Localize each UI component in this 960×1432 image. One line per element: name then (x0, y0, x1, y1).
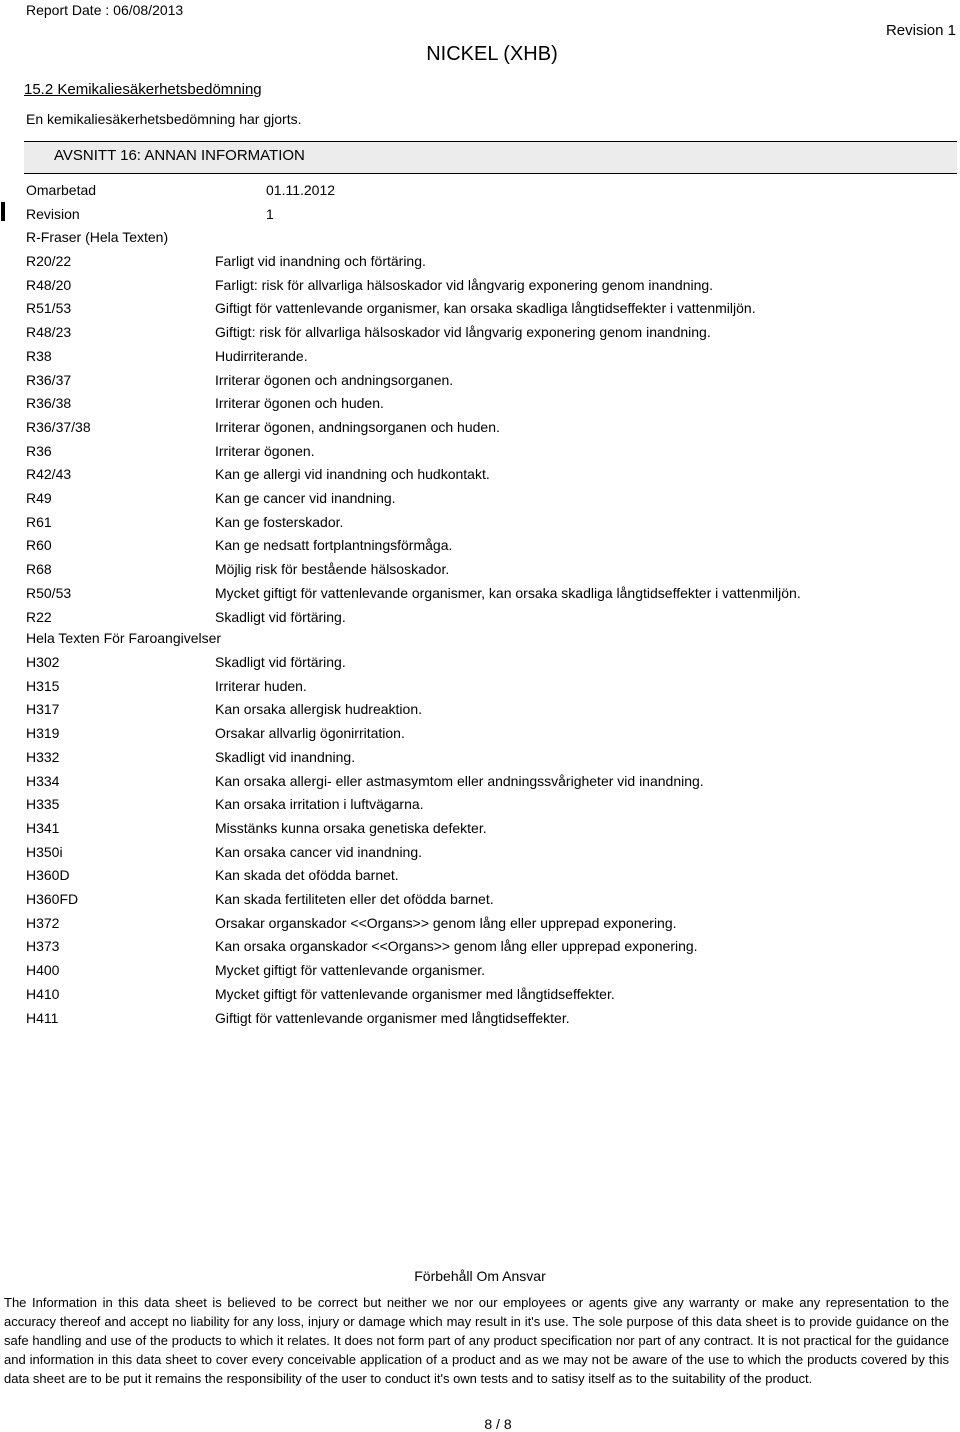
phrase-code: R60 (26, 537, 52, 554)
phrase-code: H410 (26, 985, 60, 1002)
phrase-code: R38 (26, 347, 52, 364)
phrase-code: R36/37/38 (26, 418, 91, 435)
phrase-text: Skadligt vid förtäring. (215, 608, 346, 625)
phrase-text: Irriterar ögonen och andningsorganen. (215, 371, 454, 388)
phrase-text: Misstänks kunna orsaka genetiska defekter. (215, 819, 487, 836)
section-16-title: AVSNITT 16: ANNAN INFORMATION (54, 147, 305, 164)
phrase-code: R61 (26, 513, 52, 530)
phrase-code: R22 (26, 608, 52, 625)
product-title: NICKEL (XHB) (426, 43, 558, 65)
section-15-2-text: En kemikaliesäkerhetsbedömning har gjorts. (26, 111, 302, 127)
phrase-code: R36/38 (26, 395, 72, 412)
phrase-text: Möjlig risk för bestående hälsoskador. (215, 561, 450, 578)
phrase-code: R50/53 (26, 584, 72, 601)
phrase-code: R36/37 (26, 371, 72, 388)
phrase-code: H302 (26, 654, 60, 670)
phrase-text: Irriterar ögonen och huden. (215, 395, 384, 412)
phrase-code: R42/43 (26, 466, 72, 483)
phrase-text: Kan orsaka allergi- eller astmasymtom eller andningssvårigheter vid inandning. (215, 772, 704, 789)
section-16-header (24, 141, 957, 174)
page-number: 8 / 8 (484, 1416, 512, 1432)
disclaimer-title: Förbehåll Om Ansvar (414, 1268, 546, 1284)
phrase-text: Kan orsaka irritation i luftvägarna. (215, 796, 424, 813)
phrase-text: Hudirriterande. (215, 347, 308, 364)
phrase-code: H335 (26, 796, 60, 813)
phrase-text: Orsakar allvarlig ögonirritation. (215, 725, 405, 742)
header-revision: Revision 1 (885, 22, 956, 39)
phrase-text: Irriterar ögonen, andningsorganen och huden. (215, 418, 500, 435)
revised-value: 01.11.2012 (266, 182, 336, 198)
phrase-code: H373 (26, 938, 60, 955)
phrase-text: Giftigt: risk för allvarliga hälsoskador vid långvarig exponering genom inandning. (215, 324, 711, 341)
disclaimer-text: The Information in this data sheet is believed to be correct but neither we nor our employees or agents give any warranty or make any representation to the accuracy thereof and accept no liability for any loss, injury or damage which may result in it's use. The sole purpose of this data sheet is to provide guidance on the safe handling and use of the products to which it relates. It does not form part of any product specification nor part of any contract. It is not practical for the guidance and information in this data sheet to cover every conceivable application of a product and as we may not be aware of the use to which the products covered by this data sheet are to be put it remains the responsibility of the user to conduct it's own tests and to satisy itself as to the suitability of the product. (4, 1295, 949, 1386)
phrase-text: Kan skada det ofödda barnet. (215, 867, 399, 884)
phrase-text: Irriterar ögonen. (215, 442, 315, 459)
h-phrases-heading: Hela Texten För Faroangivelser (26, 630, 222, 646)
phrase-text: Kan ge fosterskador. (215, 513, 344, 530)
section-15-2-title: 15.2 Kemikaliesäkerhetsbedömning (24, 81, 262, 98)
phrase-text: Kan orsaka cancer vid inandning. (215, 843, 423, 860)
phrase-code: H317 (26, 701, 60, 718)
phrase-code: H360FD (26, 891, 79, 907)
revision-label: Revision (26, 206, 80, 222)
phrase-code: H315 (26, 677, 60, 694)
phrase-code: H400 (26, 962, 60, 979)
phrase-text: Skadligt vid inandning. (215, 748, 356, 765)
phrase-code: R51/53 (26, 300, 72, 317)
phrase-code: R48/20 (26, 276, 72, 293)
phrase-text: Kan ge cancer vid inandning. (215, 490, 396, 506)
phrase-text: Kan skada fertiliteten eller det ofödda barnet. (215, 891, 494, 907)
phrase-code: H360D (26, 867, 70, 884)
phrase-code: R48/23 (26, 324, 72, 341)
phrase-text: Giftigt för vattenlevande organismer med långtidseffekter. (215, 1009, 570, 1026)
phrase-code: R49 (26, 490, 52, 506)
revised-label: Omarbetad (26, 182, 97, 198)
phrase-text: Kan orsaka allergisk hudreaktion. (215, 701, 423, 718)
phrase-text: Giftigt för vattenlevande organismer, kan orsaka skadliga långtidseffekter i vattenmiljön. (215, 300, 756, 317)
phrase-code: H334 (26, 772, 60, 789)
phrase-text: Skadligt vid förtäring. (215, 654, 346, 670)
phrase-code: H411 (26, 1009, 59, 1026)
phrase-code: R20/22 (26, 253, 72, 269)
phrase-code: R36 (26, 442, 52, 459)
report-date: Report Date : 06/08/2013 (26, 2, 184, 18)
phrase-code: H372 (26, 914, 60, 931)
phrase-code: H332 (26, 748, 60, 765)
phrase-text: Mycket giftigt för vattenlevande organismer. (215, 962, 486, 979)
phrase-text: Kan orsaka organskador <<Organs>> genom lång eller upprepad exponering. (215, 938, 698, 955)
r-phrases-heading: R-Fraser (Hela Texten) (26, 229, 169, 245)
phrase-text: Orsakar organskador <<Organs>> genom lång eller upprepad exponering. (215, 914, 677, 931)
phrase-code: R68 (26, 561, 52, 578)
phrase-code: H319 (26, 725, 60, 742)
phrase-text: Mycket giftigt för vattenlevande organismer, kan orsaka skadliga långtidseffekter i vattenmiljön. (215, 584, 801, 601)
phrase-text: Mycket giftigt för vattenlevande organismer med långtidseffekter. (215, 985, 615, 1002)
phrase-text: Farligt vid inandning och förtäring. (215, 253, 426, 269)
phrase-code: H341 (26, 819, 60, 836)
phrase-text: Kan ge allergi vid inandning och hudkontakt. (215, 466, 490, 483)
phrase-text: Irriterar huden. (215, 677, 307, 694)
revision-value: 1 (266, 206, 274, 222)
revision-change-bar (1, 202, 5, 221)
phrase-text: Kan ge nedsatt fortplantningsförmåga. (215, 537, 453, 554)
phrase-code: H350i (26, 843, 63, 860)
phrase-text: Farligt: risk för allvarliga hälsoskador vid långvarig exponering genom inandning. (215, 276, 714, 293)
